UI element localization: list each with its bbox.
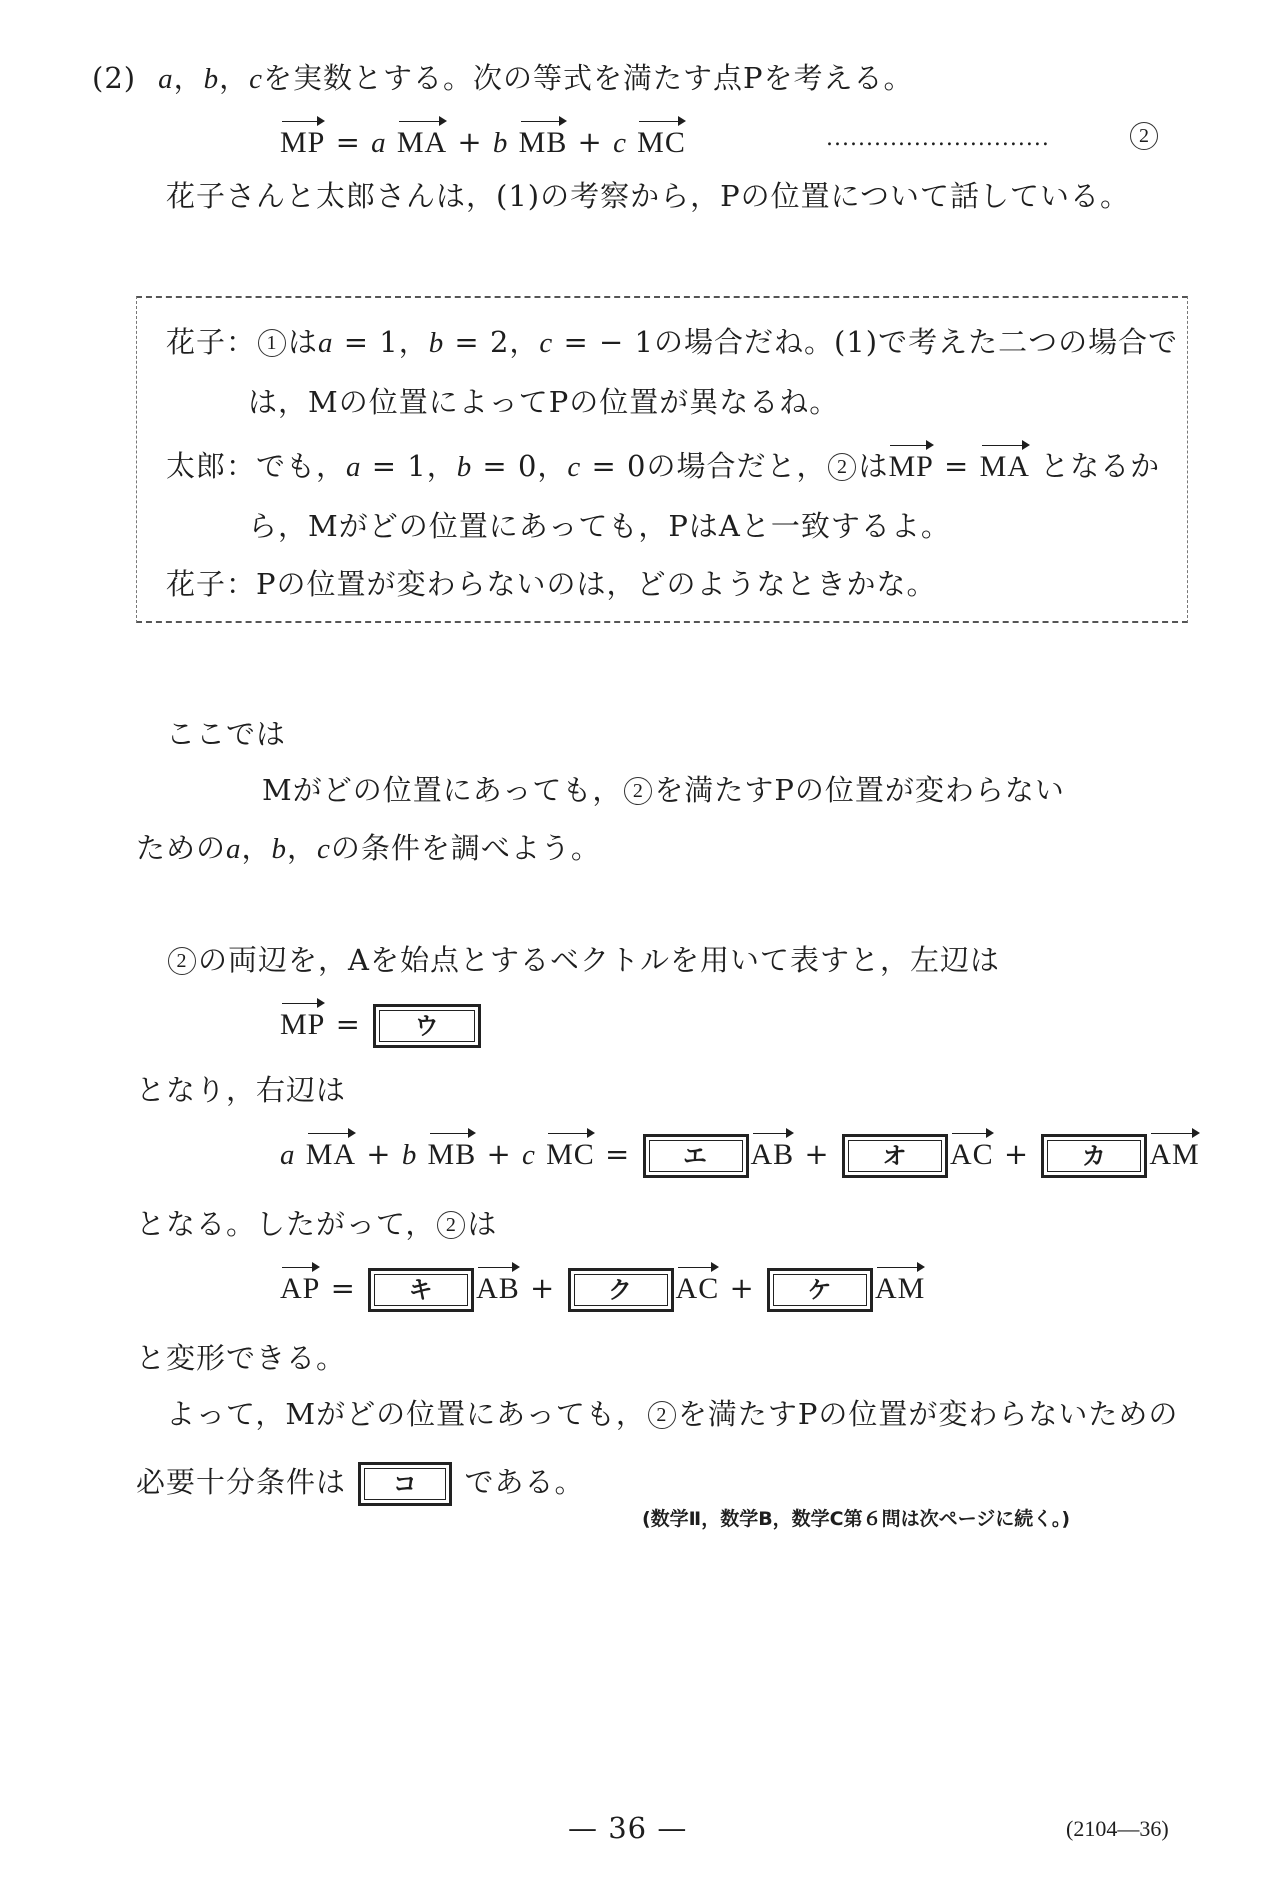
answer-box-ka[interactable]: カ — [1041, 1134, 1147, 1178]
lead-sentence: 花子さんと太郎さんは，(1)の考察から，Pの位置について話している。 — [166, 179, 1131, 213]
answer-box-ku[interactable]: ク — [568, 1268, 674, 1312]
vector-mp: MP — [280, 126, 326, 159]
answer-box-ke[interactable]: ケ — [767, 1268, 873, 1312]
goal-line-1: Mがどの位置にあっても， 2 を満たすPの位置が変わらない — [262, 773, 1065, 807]
equation-leader-dots: ............................ — [826, 126, 1050, 151]
ap-equation: AP = キ AB + ク AC + ケ AM — [280, 1268, 925, 1312]
answer-box-u[interactable]: ウ — [373, 1004, 481, 1048]
problem-number: (2) — [92, 61, 137, 95]
tonari-text: となり，右辺は — [136, 1073, 347, 1107]
dialog-line-2: は，Mの位置によってPの位置が異なるね。 — [248, 385, 840, 419]
dialog-line-5: 花子：Pの位置が変わらないのは，どのようなときかな。 — [166, 567, 937, 601]
equation-label-2: 2 — [1128, 122, 1160, 150]
vector-mb: MB — [518, 126, 568, 159]
rhs-equation: a MA + b MB + c MC = エ AB + オ AC + カ AM — [280, 1134, 1200, 1178]
answer-box-e[interactable]: エ — [643, 1134, 749, 1178]
both-sides-text: 2 の両辺を，Aを始点とするベクトルを用いて表すと，左辺は — [166, 942, 1000, 978]
henkei-text: と変形できる。 — [136, 1341, 347, 1375]
lhs-equation: MP = ウ — [280, 1004, 483, 1048]
continued-note: (数学Ⅱ，数学B，数学C第６問は次ページに続く。) — [642, 1508, 1071, 1530]
dialog-line-1: 花子： 1 はa = 1，b = 2，c = − 1の場合だね。(1)で考えた二つの場合で — [166, 325, 1179, 359]
answer-box-o[interactable]: オ — [842, 1134, 948, 1178]
yotte-text: よって，Mがどの位置にあっても， 2 を満たすPの位置が変わらないための — [166, 1397, 1179, 1431]
dialog-line-3: 太郎：でも，a = 1，b = 0，c = 0の場合だと， 2 はMP = MA となるか — [166, 449, 1161, 483]
shitagatte-text: となる。したがって， 2 は — [136, 1207, 498, 1241]
dialog-line-4: ら，Mがどの位置にあっても，PはAと一致するよ。 — [248, 509, 951, 543]
vector-mc: MC — [637, 126, 686, 159]
answer-box-ko[interactable]: コ — [358, 1462, 452, 1506]
answer-box-ki[interactable]: キ — [368, 1268, 474, 1312]
equation-2: MP = a MA + b MB + c MC — [280, 125, 686, 159]
page-number: — 36 — — [568, 1811, 688, 1845]
vector-ma: MA — [396, 126, 448, 159]
page-code: (2104—36) — [1066, 1816, 1169, 1841]
problem-intro: (2) a，b，cを実数とする。次の等式を満たす点Pを考える。 — [92, 61, 914, 95]
koko-text: ここでは — [166, 717, 287, 751]
goal-line-2: ためのa，b，cの条件を調べよう。 — [136, 831, 601, 865]
conclusion-line: 必要十分条件は コ である。 — [136, 1462, 584, 1506]
